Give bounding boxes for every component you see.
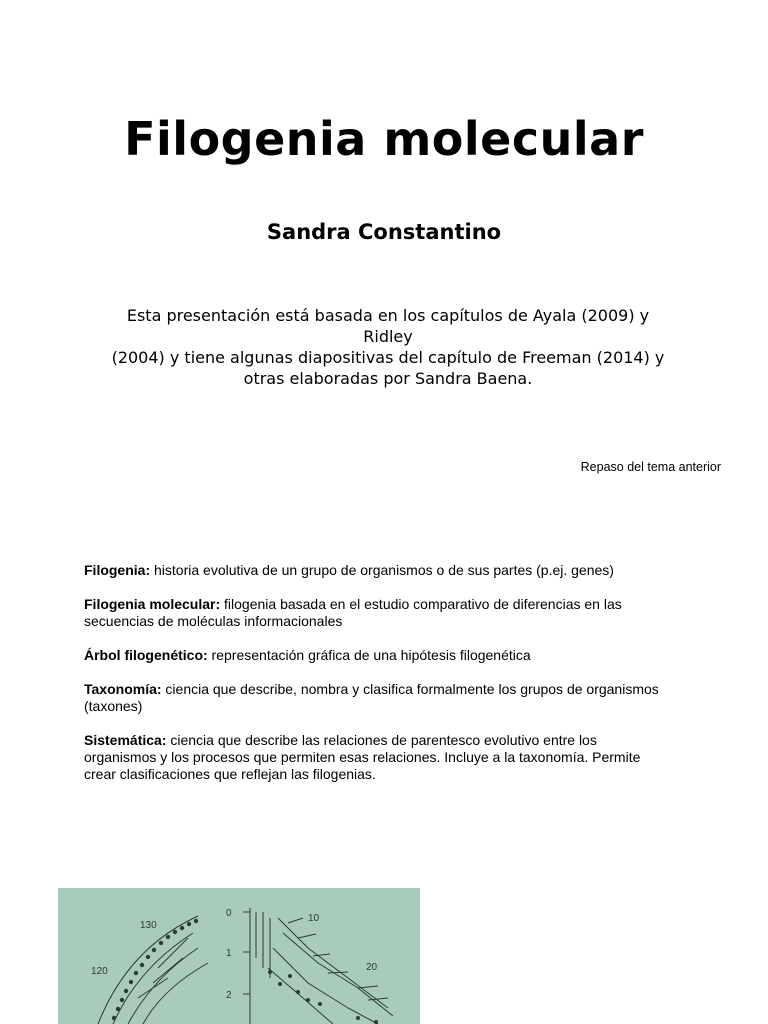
tree-tip — [159, 941, 163, 945]
tree-branch — [143, 963, 208, 1024]
slide-title: Filogenia molecular — [124, 112, 644, 166]
tree-tip — [134, 971, 138, 975]
definition-term: Sistemática: — [84, 732, 167, 748]
tree-label: 10 — [308, 913, 320, 924]
tree-tip — [306, 998, 310, 1002]
axis-label: 2 — [226, 990, 232, 1001]
definition-item — [84, 681, 664, 715]
intro-paragraph — [104, 305, 672, 389]
tree-tip — [120, 998, 124, 1002]
intro-line: otras elaboradas por Sandra Baena. — [243, 369, 533, 388]
tree-label: 130 — [140, 920, 157, 931]
tree-label: 120 — [91, 966, 108, 977]
tree-tip — [140, 963, 144, 967]
author-name: Sandra Constantino — [266, 220, 502, 244]
tree-branch — [138, 978, 168, 998]
tree-tip — [288, 974, 292, 978]
left-tree-tips — [112, 919, 198, 1020]
tree-branch — [358, 986, 388, 1000]
tree-tip — [278, 982, 282, 986]
tree-tip — [166, 935, 170, 939]
tree-tip — [374, 1020, 378, 1024]
definition-item — [84, 596, 664, 630]
intro-line: (2004) y tiene algunas diapositivas del capítulo de Freeman (2014) y — [111, 348, 665, 367]
tree-tip — [187, 922, 191, 926]
tree-tip — [356, 1016, 360, 1020]
definition-item — [84, 732, 664, 783]
tree-tip — [116, 1007, 120, 1011]
tree-tip — [173, 930, 177, 934]
tree-branch — [128, 948, 198, 1024]
definition-term: Filogenia: — [84, 562, 151, 578]
intro-line: Esta presentación está basada en los capítulos de Ayala (2009) y Ridley — [126, 306, 650, 346]
definition-term: Filogenia molecular: — [84, 596, 221, 612]
tree-tip — [180, 926, 184, 930]
review-heading: Repaso del tema anterior — [580, 460, 721, 474]
definition-term: Árbol filogenético: — [84, 647, 208, 663]
definition-text: ciencia que describe, nombra y clasifica formalmente los grupos de organismos (taxones) — [84, 681, 659, 714]
definition-term: Taxonomía: — [84, 681, 162, 697]
tree-tip — [152, 948, 156, 952]
phylogenetic-tree-drawing — [58, 888, 420, 1024]
tree-tip — [129, 980, 133, 984]
axis-label: 0 — [226, 908, 232, 919]
tree-branch — [268, 968, 333, 1024]
definitions-list — [84, 562, 664, 800]
axis-label: 1 — [226, 948, 232, 959]
tree-tip — [124, 989, 128, 993]
tree-tip — [112, 1016, 116, 1020]
tree-tip — [194, 919, 198, 923]
definition-item — [84, 562, 664, 579]
tree-tip — [296, 990, 300, 994]
definition-text: historia evolutiva de un grupo de organismos o de sus partes (p.ej. genes) — [150, 562, 614, 578]
tree-branch — [153, 958, 183, 983]
tree-tip — [146, 955, 150, 959]
definition-text: representación gráfica de una hipótesis filogenética — [207, 647, 531, 663]
definition-text: ciencia que describe las relaciones de parentesco evolutivo entre los organismos y los procesos que permiten esas relaciones. Incluye a la taxonomía. Permite crear clasificaciones que reflejan las filogenias. — [84, 732, 641, 782]
definition-item — [84, 647, 664, 664]
tree-label: 20 — [366, 962, 378, 973]
phylogenetic-tree-figure — [58, 888, 420, 1024]
tree-tip — [268, 970, 272, 974]
left-tree-branches — [98, 916, 208, 1024]
tree-tip — [318, 1002, 322, 1006]
tree-branch — [113, 933, 193, 1024]
definition-text: filogenia basada en el estudio comparativo de diferencias en las secuencias de moléculas informacionales — [84, 596, 622, 629]
tree-branch — [256, 912, 270, 978]
